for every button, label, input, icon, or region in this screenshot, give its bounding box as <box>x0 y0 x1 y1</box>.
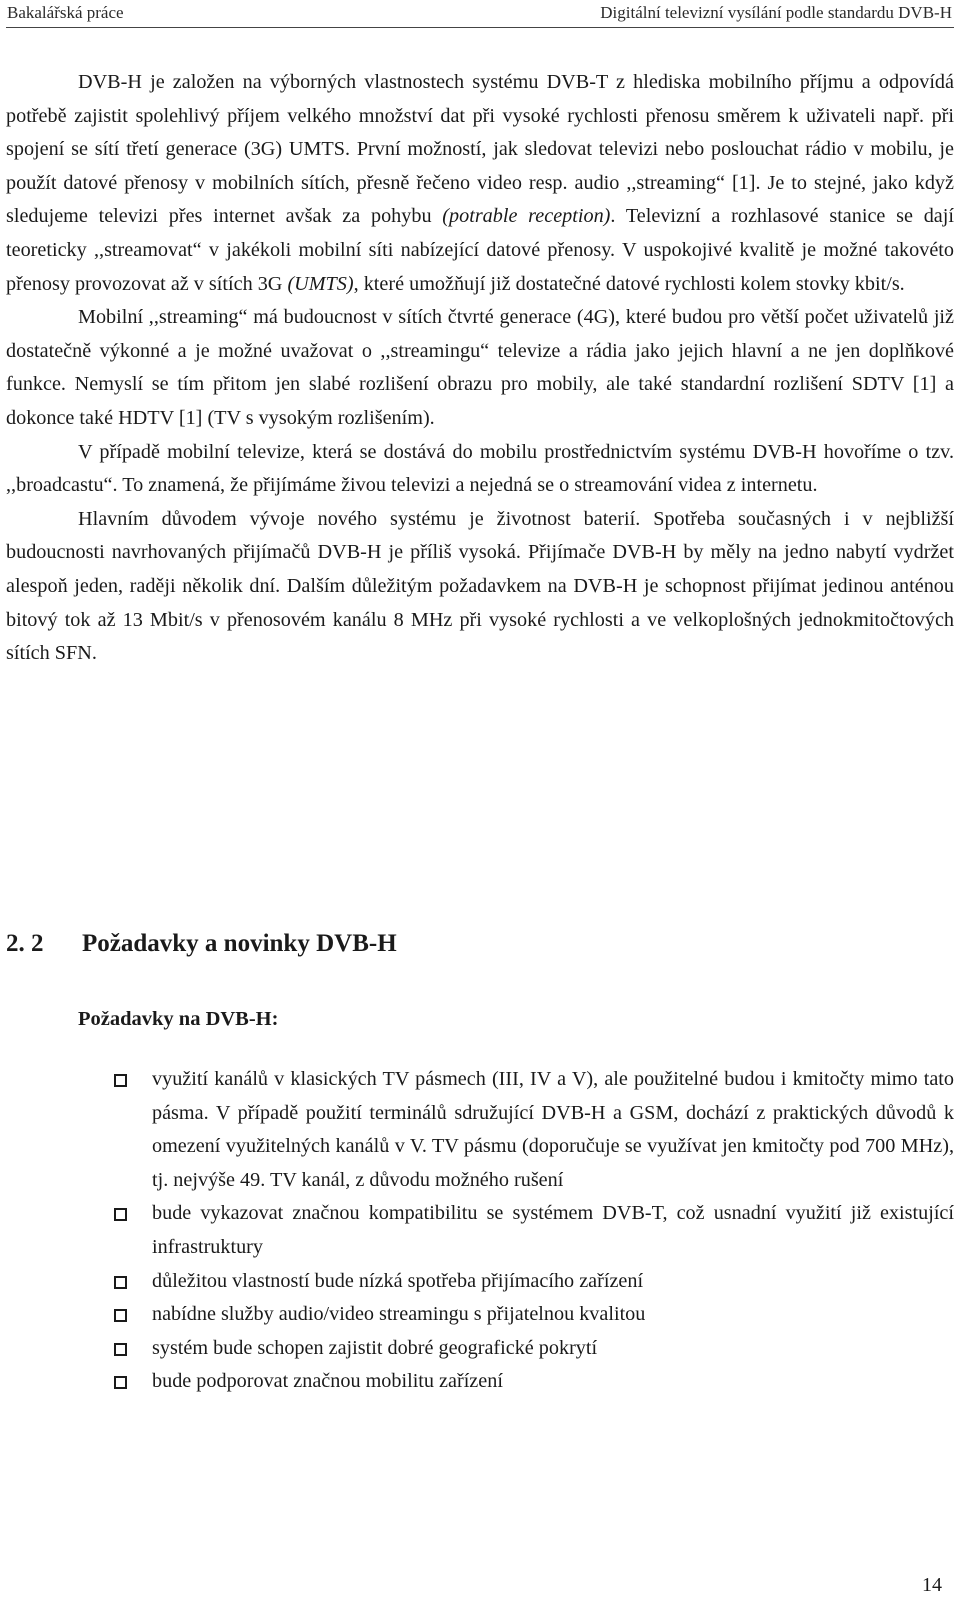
paragraph-3: V případě mobilní televize, která se dostává do mobilu prostřednictvím systému DVB-H hovoříme o tzv. ,,broadcastu“. To znamená, že přijímáme živou televizi a nejedná se o streamování videa z internetu. <box>6 440 954 497</box>
list-item <box>108 1265 954 1299</box>
paragraph-1-italic-2: (UMTS) <box>287 272 354 295</box>
list-item-text: nabídne služby audio/video streamingu s přijatelnou kvalitou <box>152 1303 646 1326</box>
checkbox-bullet-icon <box>114 1309 127 1322</box>
paragraph-4: Hlavním důvodem vývoje nového systému je životnost baterií. Spotřeba současných i v nejbližší budoucnosti navrhovaných přijímačů DVB-H je příliš vysoká. Přijímače DVB-H by měly na jedno nabytí vydržet alespoň jeden, raději několik dní. Dalším důležitým požadavkem na DVB-H je schopnost přijímat jedinou anténou bitový tok až 13 Mbit/s v přenosovém kanálu 8 MHz při vysoké rychlosti a ve velkoplošných jednokmitočtových sítích SFN. <box>6 507 954 665</box>
section-heading <box>6 930 397 958</box>
checkbox-bullet-icon <box>114 1208 127 1221</box>
requirements-list <box>108 1063 954 1399</box>
list-item <box>108 1063 954 1197</box>
section-title: Požadavky a novinky DVB-H <box>82 930 397 957</box>
paragraph-2: Mobilní ,,streaming“ má budoucnost v sítích čtvrté generace (4G), které budou pro větší počet uživatelů již dostatečně výkonné a je možné uvažovat o ,,streamingu“ televize a rádia jako jejich hlavní a ne jen doplňkové funkce. Nemyslí se tím přitom jen slabé rozlišení obrazu pro mobily, ale také standardní rozlišení SDTV [1] a dokonce také HDTV [1] (TV s vysokým rozlišením). <box>6 306 954 429</box>
list-item-text: využití kanálů v klasických TV pásmech (III, IV a V), ale použitelné budou i kmitočty mimo tato pásma. V případě použití terminálů sdružující DVB-H a GSM, dochází z praktických důvodů k omezení využitelných kanálů v V. TV pásmu (doporučuje se využívat jen kmitočty pod 700 MHz), tj. nejvýše 49. TV kanál, z důvodu možného rušení <box>152 1068 954 1191</box>
section-number: 2. 2 <box>6 930 44 957</box>
paragraph-1-italic-1: (potrable reception) <box>442 205 611 228</box>
list-item <box>108 1332 954 1366</box>
header-document-type: Bakalářská práce <box>7 3 124 22</box>
list-item-text: bude vykazovat značnou kompatibilitu se systémem DVB-T, což usnadní využití již existující infrastruktury <box>152 1202 954 1258</box>
checkbox-bullet-icon <box>114 1343 127 1356</box>
paragraph-1 <box>6 66 954 301</box>
body-text <box>6 66 954 671</box>
page-number: 14 <box>922 1574 942 1596</box>
paragraph-1-part-1: DVB-H je založen na výborných vlastnostech systému DVB-T z hlediska mobilního příjmu a odpovídá potřebě zajistit spolehlivý příjem velkého množství dat při vysoké rychlosti přenosu směrem k uživateli např. při spojení se sítí třetí generace (3G) UMTS. První možností, jak sledovat televizi nebo poslouchat rádio v mobilu, je použít datové přenosy v mobilních sítích, přesně řečeno video resp. audio ,,streaming“ [1]. Je to stejné, jako když sledujeme televizi přes internet avšak za pohybu <box>6 71 954 228</box>
checkbox-bullet-icon <box>114 1074 127 1087</box>
paragraph-1-part-2: . Televizní a rozhlasové stanice se dají teoreticky ,,streamovat“ v jakékoli mobilní síti nabízející datové přenosy. V uspokojivé kvalitě je možné takovéto přenosy provozovat až v sítích 3G <box>6 205 954 295</box>
subheading: Požadavky na DVB-H: <box>78 1008 279 1030</box>
list-item-text: důležitou vlastností bude nízká spotřeba přijímacího zařízení <box>152 1269 644 1292</box>
checkbox-bullet-icon <box>114 1376 127 1389</box>
list-item-text: bude podporovat značnou mobilitu zařízení <box>152 1370 503 1393</box>
header-document-title: Digitální televizní vysílání podle standardu DVB-H <box>600 3 952 22</box>
list-item-text: systém bude schopen zajistit dobré geografické pokrytí <box>152 1336 598 1359</box>
list-item <box>108 1298 954 1332</box>
list-item <box>108 1365 954 1399</box>
checkbox-bullet-icon <box>114 1276 127 1289</box>
paragraph-1-part-3: , které umožňují již dostatečné datové rychlosti kolem stovky kbit/s. <box>353 272 905 295</box>
page-header <box>0 0 960 30</box>
list-item <box>108 1197 954 1264</box>
header-rule <box>6 27 954 28</box>
